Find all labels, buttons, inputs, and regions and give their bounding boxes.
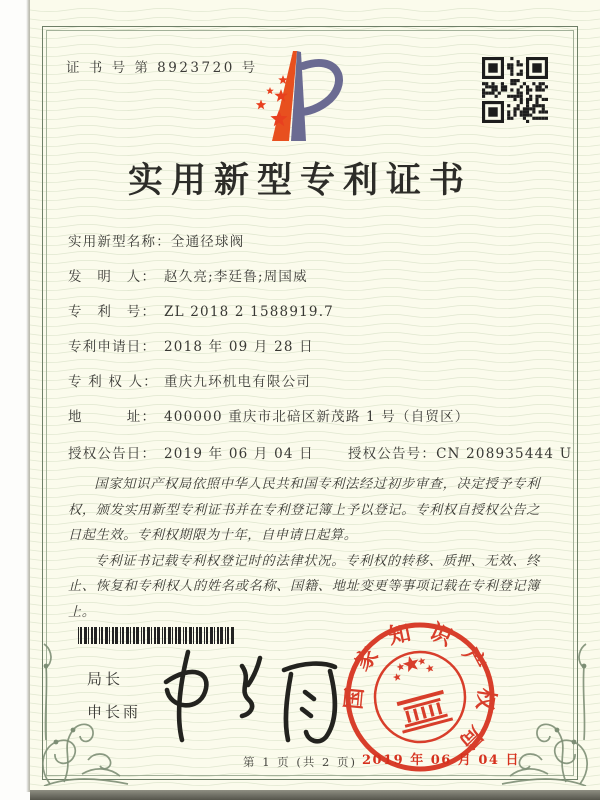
field-row-patent-no (68, 300, 334, 320)
field-label: 实用新型名称： (68, 234, 171, 250)
seal-date: 2019 年 06 月 04 日 (362, 753, 520, 768)
field-row-grant (68, 442, 572, 462)
field-value: CN 208935444 U (436, 446, 573, 462)
certificate-number: 证 书 号 第 8923720 号 (66, 60, 258, 76)
legal-paragraph-2: 专利证书记载专利权登记时的法律状况。专利权的转移、质押、无效、终止、恢复和专利权人的姓名或名称、国籍、地址变更等事项记载在专利登记簿上。 (68, 553, 540, 620)
page-footer: 第 1 页 (共 2 页) (243, 755, 357, 769)
field-label: 专利申请日： (68, 339, 157, 355)
field-label: 专 利 权 人： (68, 374, 158, 390)
signer-name: 申长雨 (87, 703, 142, 721)
field-value: ZL 2018 2 1588919.7 (164, 304, 334, 320)
legal-text (68, 472, 540, 625)
field-label: 专 利 号： (68, 304, 157, 320)
field-pair-grant-no (348, 446, 572, 462)
field-label: 授权公告日： (68, 446, 157, 462)
legal-paragraph-1: 国家知识产权局依照中华人民共和国专利法经过初步审查，决定授予专利权，颁发实用新型专利证书并在专利登记簿上予以登记。专利权自授权公告之日起生效。专利权期限为十年，自申请日起算。 (68, 477, 540, 543)
field-row-filing-date (68, 335, 314, 355)
scan-edge-shadow (30, 790, 600, 800)
seal-ring-text: 国家知识产权局 (340, 617, 500, 766)
field-value: 2018 年 09 月 28 日 (164, 339, 314, 355)
field-row-address (68, 405, 470, 425)
field-value: 2019 年 06 月 04 日 (164, 446, 314, 462)
field-value: 400000 重庆市北碚区新茂路 1 号（自贸区） (164, 409, 470, 425)
field-label: 授权公告号： (347, 446, 437, 462)
handwritten-signature (142, 638, 357, 756)
certificate-title: 实用新型专利证书 (127, 160, 472, 201)
field-label: 发 明 人： (68, 269, 157, 285)
field-value: 赵久亮;李廷鲁;周国威 (164, 269, 308, 285)
field-value: 重庆九环机电有限公司 (164, 374, 311, 390)
cnipa-logo-icon (245, 46, 349, 150)
field-label: 地 址： (68, 409, 157, 425)
signer-title: 局长 (87, 670, 124, 688)
certificate-page (30, 0, 600, 792)
field-row-name (68, 230, 244, 250)
field-value: 全通径球阀 (170, 234, 245, 250)
qr-code (482, 57, 548, 123)
field-row-patentee (68, 370, 311, 390)
field-row-inventor (68, 265, 308, 285)
